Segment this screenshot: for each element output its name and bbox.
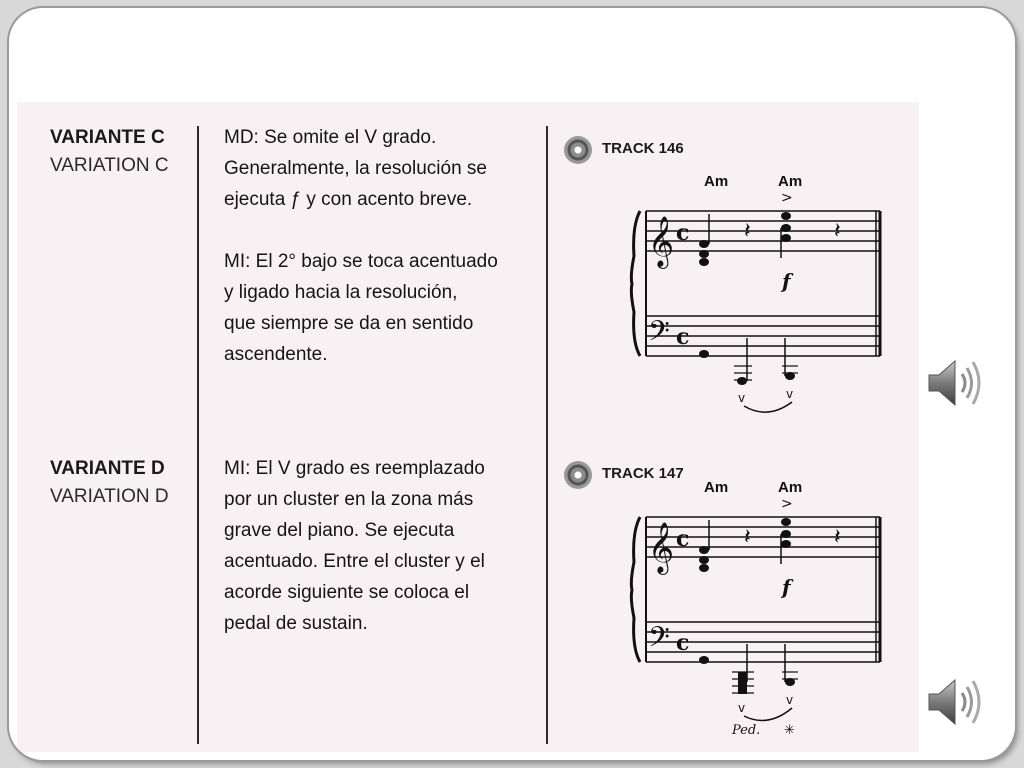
common-time-icon: c [676,220,690,246]
chord-symbol: Am [778,173,803,190]
desc-line: y ligado hacia la resolución, [224,282,458,303]
cd-icon [564,136,592,164]
variant-d-label: VARIANTE D [50,458,165,479]
desc-line: Generalmente, la resolución se [224,158,487,179]
track-number: TRACK 146 [602,140,684,157]
cd-icon [564,461,592,489]
desc-line: por un cluster en la zona más [224,489,474,510]
slur [744,402,792,412]
chord-symbol: Am [704,479,729,496]
accent-mark-icon: > [781,190,793,206]
accent-mark-icon: > [781,496,793,512]
pedal-release-icon: ✳ [784,723,795,738]
rest-icon: 𝄽 [744,219,751,244]
common-time-icon: c [676,324,690,350]
treble-clef-icon: 𝄞 [648,216,675,267]
desc-line: MI: El 2° bajo se toca acentuado [224,251,498,272]
bass-clef-icon: 𝄢 [648,315,670,355]
accent-mark-icon: v [738,391,746,405]
column-divider [197,126,199,744]
brace [631,517,640,662]
variant-c-label: VARIANTE C [50,127,165,148]
desc-line: MD: Se omite el V grado. [224,127,437,148]
desc-line: acorde siguiente se coloca el [224,582,470,603]
column-divider [546,126,548,744]
common-time-icon: c [676,630,690,656]
desc-line: que siempre se da en sentido [224,313,474,334]
bass-notes [699,338,795,385]
dynamic-marking: f [782,575,791,599]
desc-line: ejecuta ƒ y con acento breve. [224,189,473,210]
desc-line: MI: El V grado es reemplazado [224,458,485,479]
desc-line: acentuado. Entre el cluster y el [224,551,485,572]
audio-speaker-icon[interactable] [925,675,987,729]
rest-icon: 𝄽 [834,525,841,550]
variant-d-description [224,453,544,639]
variation-d-label: VARIATION D [50,486,169,507]
pedal-mark: Ped. [732,723,761,738]
accent-mark-icon: v [786,693,794,707]
music-score-d [628,472,893,742]
cluster [738,672,747,694]
music-score-c [628,166,893,426]
slur [744,708,792,721]
accent-mark-icon: v [786,387,794,401]
desc-line [224,215,544,246]
brace [631,211,640,356]
desc-line: ascendente. [224,344,328,365]
chord-symbol: Am [778,479,803,496]
dynamic-marking: f [782,269,791,293]
accent-mark-icon: v [738,701,746,715]
rest-icon: 𝄽 [744,525,751,550]
chord-symbol: Am [704,173,729,190]
treble-clef-icon: 𝄞 [648,522,675,573]
desc-line: pedal de sustain. [224,613,368,634]
variation-c-label: VARIATION C [50,155,169,176]
track-number: TRACK 147 [602,465,684,482]
variant-c-description [224,122,544,370]
desc-line: grave del piano. Se ejecuta [224,520,455,541]
audio-speaker-icon[interactable] [925,356,987,410]
bass-clef-icon: 𝄢 [648,621,670,661]
common-time-icon: c [676,526,690,552]
rest-icon: 𝄽 [834,219,841,244]
